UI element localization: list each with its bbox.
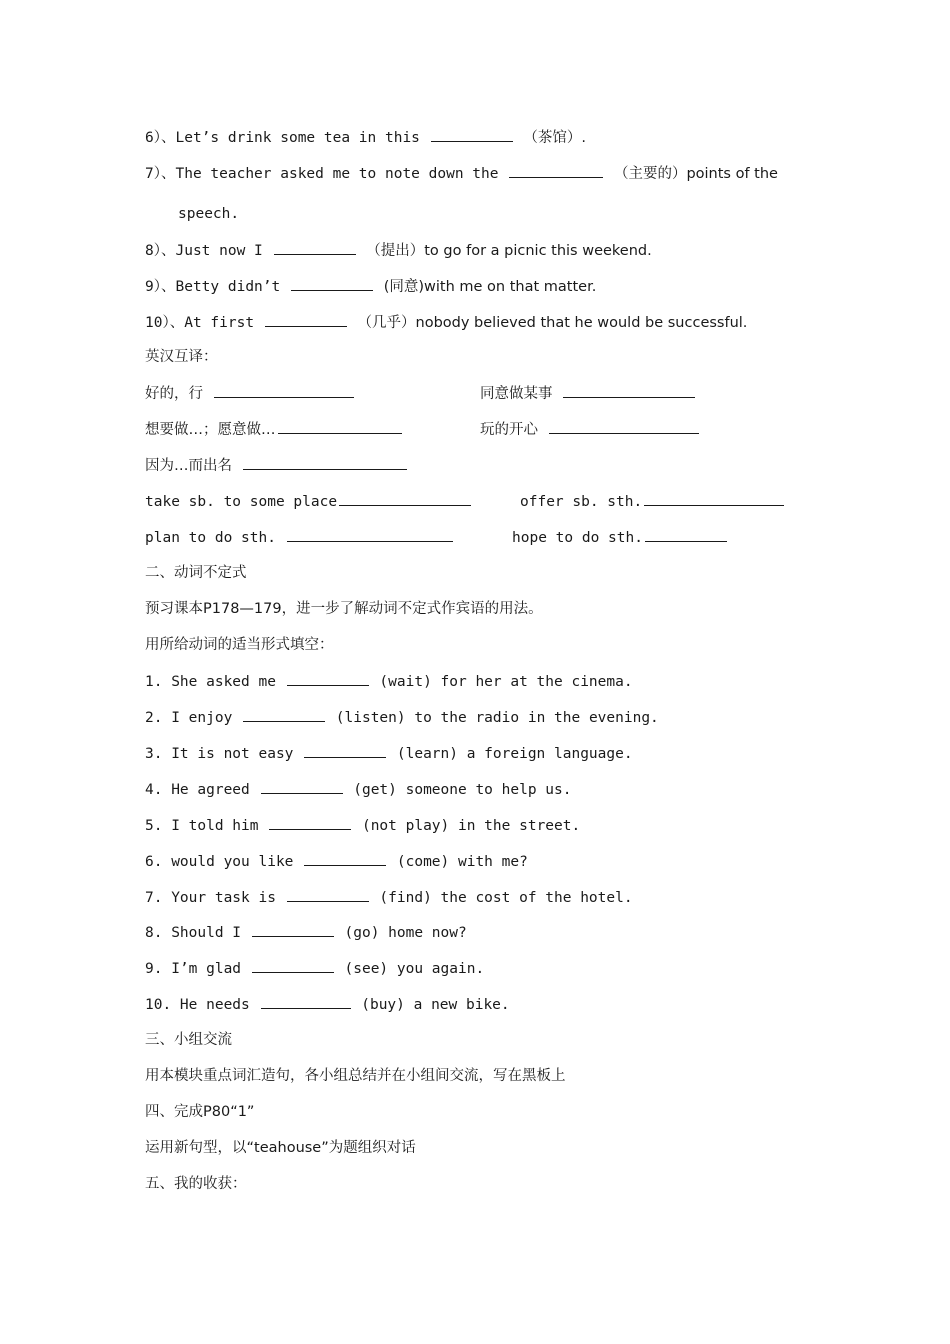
exercise-item: 8. Should I (go) home now? (145, 922, 467, 943)
question-text: 6）、Let’s drink some tea in this (145, 130, 420, 146)
exercise-item: 6. would you like (come) with me? (145, 851, 528, 872)
translate-item: take sb. to some place (145, 491, 473, 512)
answer-blank[interactable] (269, 815, 351, 830)
question-hint: （几乎）nobody believed that he would be successful. (357, 315, 748, 331)
section-3-heading: 三、小组交流 (145, 1032, 232, 1048)
question-hint: （提出）to go for a picnic this weekend. (366, 243, 652, 259)
answer-blank[interactable] (644, 491, 784, 506)
section-4-heading: 四、完成P80“1” (145, 1104, 255, 1120)
answer-blank[interactable] (549, 419, 699, 434)
translate-item: hope to do sth. (512, 527, 729, 548)
answer-blank[interactable] (291, 276, 373, 291)
translate-item: 因为…而出名 (145, 455, 409, 476)
translate-item: offer sb. sth. (520, 491, 786, 512)
exercise-item: 3. It is not easy (learn) a foreign language. (145, 743, 633, 764)
answer-blank[interactable] (252, 922, 334, 937)
question-text: 8）、Just now I (145, 243, 263, 259)
answer-blank[interactable] (431, 127, 513, 142)
vocab-question-7 (145, 163, 778, 184)
section-2-heading: 二、动词不定式 (145, 565, 247, 581)
question-text: 9）、Betty didn’t (145, 279, 281, 295)
vocab-question-7-continuation: speech. (178, 206, 240, 222)
answer-blank[interactable] (339, 491, 471, 506)
question-text: 10）、At first (145, 315, 255, 331)
answer-blank[interactable] (265, 312, 347, 327)
translate-heading: 英汉互译： (145, 349, 218, 365)
answer-blank[interactable] (304, 743, 386, 758)
exercise-item: 5. I told him (not play) in the street. (145, 815, 580, 836)
question-text: 7）、The teacher asked me to note down the (145, 166, 499, 182)
question-hint: （主要的）points of the (613, 166, 778, 182)
exercise-item: 2. I enjoy (listen) to the radio in the evening. (145, 707, 659, 728)
answer-blank[interactable] (278, 419, 402, 434)
answer-blank[interactable] (287, 671, 369, 686)
exercise-item: 7. Your task is (find) the cost of the hotel. (145, 887, 633, 908)
question-hint: （茶馆）. (523, 130, 586, 146)
answer-blank[interactable] (214, 383, 354, 398)
answer-blank[interactable] (243, 455, 407, 470)
answer-blank[interactable] (287, 527, 453, 542)
question-hint: (同意)with me on that matter. (383, 279, 597, 295)
answer-blank[interactable] (274, 240, 356, 255)
answer-blank[interactable] (509, 163, 603, 178)
answer-blank[interactable] (261, 779, 343, 794)
exercise-item: 1. She asked me (wait) for her at the cinema. (145, 671, 633, 692)
section-4-text: 运用新句型，以“teahouse”为题组织对话 (145, 1140, 416, 1156)
answer-blank[interactable] (252, 958, 334, 973)
answer-blank[interactable] (243, 707, 325, 722)
exercise-item: 10. He needs (buy) a new bike. (145, 994, 510, 1015)
vocab-question-8 (145, 240, 652, 261)
answer-blank[interactable] (287, 887, 369, 902)
section-2-instruction: 用所给动词的适当形式填空： (145, 637, 334, 653)
section-2-intro: 预习课本P178—179，进一步了解动词不定式作宾语的用法。 (145, 601, 543, 617)
section-5-heading: 五、我的收获： (145, 1176, 247, 1192)
exercise-item: 9. I’m glad (see) you again. (145, 958, 484, 979)
exercise-item: 4. He agreed (get) someone to help us. (145, 779, 571, 800)
answer-blank[interactable] (261, 994, 351, 1009)
section-3-text: 用本模块重点词汇造句，各小组总结并在小组间交流，写在黑板上 (145, 1068, 566, 1084)
answer-blank[interactable] (563, 383, 695, 398)
answer-blank[interactable] (304, 851, 386, 866)
vocab-question-10 (145, 312, 747, 333)
translate-item: 同意做某事 (480, 383, 697, 404)
translate-item: plan to do sth. (145, 527, 455, 548)
translate-item: 想要做…；愿意做… (145, 419, 404, 440)
vocab-question-6 (145, 127, 586, 148)
translate-item: 玩的开心 (480, 419, 701, 440)
answer-blank[interactable] (645, 527, 727, 542)
vocab-question-9 (145, 276, 596, 297)
translate-item: 好的，行 (145, 383, 356, 404)
